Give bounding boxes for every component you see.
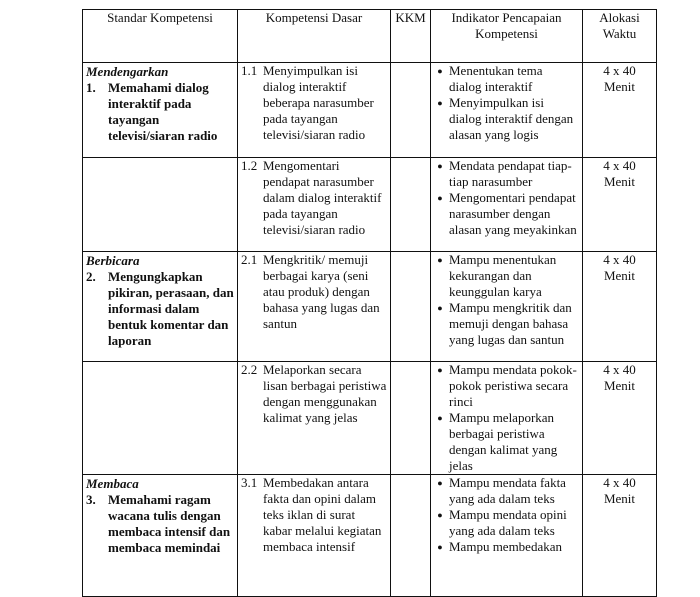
waktu-line2: Menit	[603, 174, 636, 189]
dasar-cell	[238, 475, 391, 597]
header-alokasi-line1: Alokasi	[599, 10, 640, 25]
standar-cell	[83, 63, 238, 158]
header-kkm: KKM	[391, 10, 431, 63]
kd-number: 2.2	[241, 362, 258, 377]
bullet-icon: ●	[437, 98, 443, 108]
header-standar: Standar Kompetensi	[83, 10, 238, 63]
kkm-cell	[391, 252, 431, 362]
header-indikator	[431, 10, 583, 63]
competency-table	[82, 9, 657, 597]
dasar-cell	[238, 252, 391, 362]
waktu-line1: 4 x 40	[603, 252, 636, 267]
bullet-icon: ●	[437, 413, 443, 423]
kd-text: Menyimpulkan isi dialog interaktif beberapa narasumber pada tayangan televisi/siaran radio	[263, 63, 374, 142]
header-indikator-line2: Kompetensi	[475, 26, 538, 41]
waktu-line2: Menit	[603, 378, 636, 393]
sk-category: Membaca	[86, 476, 139, 491]
indikator-cell	[431, 362, 583, 475]
table-row	[83, 362, 657, 475]
list-item: ● Mendata pendapat tiap-tiap narasumber	[431, 158, 578, 190]
list-item: ● Mampu mengkritik dan memuji dengan bahasa yang lugas dan santun	[431, 300, 578, 348]
kd-text: Membedakan antara fakta dan opini dalam teks iklan di surat kabar melalui kegiatan membaca intensif	[263, 475, 382, 554]
list-item: ● Menyimpulkan isi dialog interaktif dengan alasan yang logis	[431, 95, 578, 143]
sk-number: 1.	[86, 80, 96, 95]
header-alokasi	[583, 10, 657, 63]
list-item: ● Mampu mendata fakta yang ada dalam teks	[431, 475, 578, 507]
list-item: ● Mampu mendata pokok-pokok peristiwa secara rinci	[431, 362, 578, 410]
waktu-cell	[583, 362, 657, 475]
waktu-cell	[583, 475, 657, 597]
bullet-icon: ●	[437, 255, 443, 265]
sk-text: Mengungkapkan pikiran, perasaan, dan informasi dalam bentuk komentar dan laporan	[108, 269, 234, 348]
waktu-line2: Menit	[603, 491, 636, 506]
kd-text: Mengkritik/ memuji berbagai karya (seni atau produk) dengan bahasa yang lugas dan santun	[263, 252, 380, 331]
kd-number: 1.1	[241, 63, 258, 78]
dasar-cell	[238, 362, 391, 475]
bullet-icon: ●	[437, 542, 443, 552]
header-row	[83, 10, 657, 63]
header-dasar: Kompetensi Dasar	[238, 10, 391, 63]
kd-number: 1.2	[241, 158, 258, 173]
indikator-cell	[431, 158, 583, 252]
indikator-cell	[431, 63, 583, 158]
list-item: ● Mengomentari pendapat narasumber dengan alasan yang meyakinkan	[431, 190, 578, 238]
waktu-line1: 4 x 40	[603, 475, 636, 490]
standar-cell	[83, 475, 238, 597]
indikator-cell	[431, 252, 583, 362]
dasar-cell	[238, 158, 391, 252]
bullet-icon: ●	[437, 303, 443, 313]
waktu-line1: 4 x 40	[603, 63, 636, 78]
bullet-icon: ●	[437, 161, 443, 171]
bullet-icon: ●	[437, 193, 443, 203]
sk-number: 3.	[86, 492, 96, 507]
table-row	[83, 158, 657, 252]
waktu-line2: Menit	[603, 268, 636, 283]
list-item: ● Mampu melaporkan berbagai peristiwa dengan kalimat yang jelas	[431, 410, 578, 474]
table-row	[83, 63, 657, 158]
waktu-line1: 4 x 40	[603, 158, 636, 173]
standar-cell	[83, 158, 238, 252]
standar-cell	[83, 362, 238, 475]
list-item: ● Mampu menentukan kekurangan dan keunggulan karya	[431, 252, 578, 300]
table-row	[83, 252, 657, 362]
kkm-cell	[391, 158, 431, 252]
waktu-cell	[583, 63, 657, 158]
dasar-cell	[238, 63, 391, 158]
kkm-cell	[391, 362, 431, 475]
standar-cell	[83, 252, 238, 362]
bullet-icon: ●	[437, 510, 443, 520]
sk-text: Memahami ragam wacana tulis dengan membaca intensif dan membaca memindai	[108, 492, 231, 555]
kd-number: 2.1	[241, 252, 258, 267]
list-item: ● Menentukan tema dialog interaktif	[431, 63, 578, 95]
waktu-cell	[583, 252, 657, 362]
waktu-line2: Menit	[603, 79, 636, 94]
sk-text: Memahami dialog interaktif pada tayangan televisi/siaran radio	[108, 80, 218, 143]
sk-category: Berbicara	[86, 253, 140, 268]
list-item: ● Mampu membedakan	[431, 539, 578, 555]
bullet-icon: ●	[437, 365, 443, 375]
kkm-cell	[391, 63, 431, 158]
table-row	[83, 475, 657, 597]
list-item: ● Mampu mendata opini yang ada dalam teks	[431, 507, 578, 539]
indikator-cell	[431, 475, 583, 597]
kd-text: Mengomentari pendapat narasumber dalam dialog interaktif pada tayangan televisi/siaran radio	[263, 158, 382, 237]
header-alokasi-line2: Waktu	[602, 26, 637, 41]
kd-text: Melaporkan secara lisan berbagai peristiwa dengan menggunakan kalimat yang jelas	[263, 362, 387, 425]
kd-number: 3.1	[241, 475, 258, 490]
waktu-line1: 4 x 40	[603, 362, 636, 377]
kkm-cell	[391, 475, 431, 597]
sk-category: Mendengarkan	[86, 64, 169, 79]
bullet-icon: ●	[437, 66, 443, 76]
waktu-cell	[583, 158, 657, 252]
bullet-icon: ●	[437, 478, 443, 488]
header-indikator-line1: Indikator Pencapaian	[451, 10, 562, 25]
sk-number: 2.	[86, 269, 96, 284]
